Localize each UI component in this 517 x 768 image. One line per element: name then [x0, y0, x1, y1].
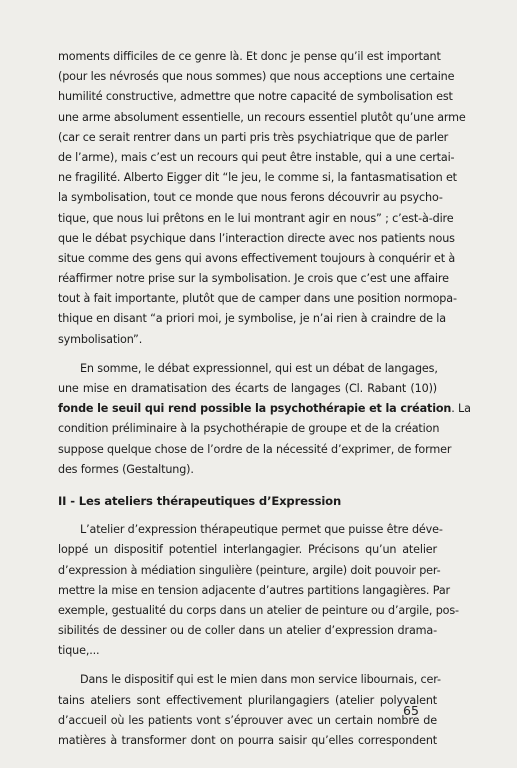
text-line: réaffirmer notre prise sur la symbolisation. Je crois que c’est une affaire	[58, 272, 449, 286]
text-line: tique, que nous lui prêtons en le lui montrant agir en nous” ; c’est-à-dire	[58, 211, 454, 225]
paragraph-gap	[58, 661, 437, 670]
page-number: 65	[403, 703, 419, 718]
body-text	[58, 47, 471, 751]
text-line: thique en disant “a priori moi, je symbolise, je n’ai rien à craindre de la	[58, 312, 446, 326]
text-line: que le débat psychique dans l’interaction directe avec nos patients nous	[58, 231, 455, 245]
emphasis-text: fonde le seuil qui rend possible la psychothérapie et la création	[58, 402, 452, 416]
paragraph-gap	[58, 350, 437, 359]
text-line: situe comme des gens qui avons effectivement toujours à conquérir et à	[58, 251, 456, 265]
text-line: une mise en dramatisation des écarts de langages (Cl. Rabant (10))	[58, 382, 437, 395]
text-line: En somme, le débat expressionnel, qui est un débat de langages,	[80, 361, 438, 375]
text-line: L’atelier d’expression thérapeutique permet que puisse être déve-	[80, 523, 443, 537]
paragraph-1	[58, 47, 466, 350]
text-line: humilité constructive, admettre que notre capacité de symbolisation est	[58, 90, 453, 104]
text-line: d’expression à médiation singulière (peinture, argile) doit pouvoir per-	[58, 563, 441, 577]
text-line: sibilités de dessiner ou de coller dans un atelier d’expression drama-	[58, 624, 437, 638]
text-line: tout à fait importante, plutôt que de camper dans une position normopa-	[58, 292, 457, 306]
text-line-with-emphasis	[58, 399, 471, 419]
text-line: d’accueil où les patients vont s’éprouver avec un certain nombre de	[58, 713, 437, 727]
text-line: symbolisation”.	[58, 332, 143, 346]
paragraph-4	[58, 670, 441, 751]
text-line: tique,...	[58, 644, 100, 658]
text-line: ne fragilité. Alberto Eigger dit “le jeu, le comme si, la fantasmatisation et	[58, 171, 457, 185]
text-line: moments difficiles de ce genre là. Et donc je pense qu’il est important	[58, 50, 441, 63]
text-fragment: . La	[451, 402, 471, 416]
text-line: loppé un dispositif potentiel interlangagier. Précisons qu’un atelier	[58, 543, 437, 557]
text-line: suppose quelque chose de l’ordre de la nécessité d’exprimer, de former	[58, 442, 452, 456]
text-line: des formes (Gestaltung).	[58, 462, 194, 476]
text-line: de l’arme), mais c’est un recours qui peut être instable, qui a une certai-	[58, 150, 455, 164]
text-line: condition préliminaire à la psychothérapie de groupe et de la création	[58, 422, 440, 436]
text-line: tains ateliers sont effectivement plurilangagiers (atelier polyvalent	[58, 693, 437, 707]
paragraph-2	[58, 359, 471, 480]
text-line: (pour les névrosés que nous sommes) que nous acceptions une certaine	[58, 70, 455, 84]
paragraph-3	[58, 520, 459, 661]
text-line: mettre la mise en tension adjacente d’autres partitions langagières. Par	[58, 583, 450, 597]
text-line: la symbolisation, tout ce monde que nous ferons découvrir au psycho-	[58, 191, 443, 205]
text-line: Dans le dispositif qui est le mien dans mon service libournais, cer-	[80, 673, 441, 687]
text-line: une arme absolument essentielle, un recours essentiel plutôt qu’une arme	[58, 110, 466, 124]
text-line: exemple, gestualité du corps dans un atelier de peinture ou d’argile, pos-	[58, 603, 459, 617]
section-heading: II - Les ateliers thérapeutiques d’Expression	[58, 493, 342, 508]
text-line: (car ce serait rentrer dans un parti pris très psychiatrique que de parler	[58, 130, 449, 144]
text-line: matières à transformer dont on pourra saisir qu’elles correspondent	[58, 734, 437, 747]
